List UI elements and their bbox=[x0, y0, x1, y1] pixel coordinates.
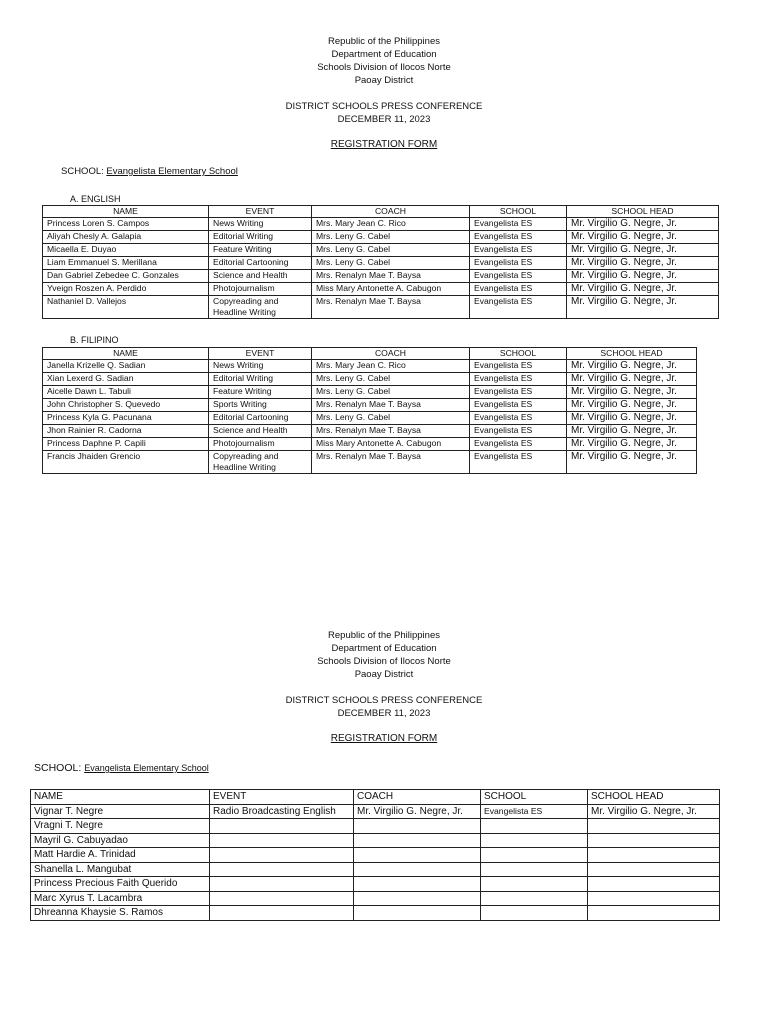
coach-cell bbox=[354, 819, 481, 834]
school-head-cell: Mr. Virgilio G. Negre, Jr. bbox=[567, 218, 719, 231]
column-header: EVENT bbox=[209, 206, 312, 218]
header-line: Schools Division of Ilocos Norte bbox=[317, 656, 451, 667]
school-head-cell bbox=[588, 877, 720, 892]
event-cell bbox=[210, 891, 354, 906]
table-row bbox=[43, 373, 697, 386]
name-cell: Liam Emmanuel S. Merillana bbox=[43, 257, 209, 270]
table-row bbox=[31, 804, 720, 819]
event-cell: Copyreading and Headline Writing bbox=[209, 296, 312, 319]
school-head-cell bbox=[588, 906, 720, 921]
event-cell bbox=[210, 848, 354, 863]
table-row bbox=[43, 451, 697, 474]
school-head-cell bbox=[588, 891, 720, 906]
column-header: NAME bbox=[31, 790, 210, 805]
event-cell: Science and Health bbox=[209, 425, 312, 438]
school-head-cell: Mr. Virgilio G. Negre, Jr. bbox=[567, 386, 697, 399]
school-head-cell: Mr. Virgilio G. Negre, Jr. bbox=[567, 296, 719, 319]
header-line: Republic of the Philippines bbox=[328, 36, 440, 47]
page2-school-line bbox=[34, 762, 209, 774]
page1-agency-header bbox=[0, 35, 768, 87]
school-head-cell: Mr. Virgilio G. Negre, Jr. bbox=[567, 231, 719, 244]
coach-cell: Miss Mary Antonette A. Cabugon bbox=[312, 438, 470, 451]
name-cell: Nathaniel D. Vallejos bbox=[43, 296, 209, 319]
event-cell bbox=[210, 906, 354, 921]
name-cell: Matt Hardie A. Trinidad bbox=[31, 848, 210, 863]
page2-form-title: REGISTRATION FORM bbox=[330, 733, 438, 744]
name-cell: Princess Loren S. Campos bbox=[43, 218, 209, 231]
school-cell bbox=[481, 848, 588, 863]
school-label: SCHOOL: bbox=[34, 762, 82, 774]
school-head-cell: Mr. Virgilio G. Negre, Jr. bbox=[567, 373, 697, 386]
coach-cell bbox=[354, 877, 481, 892]
column-header: COACH bbox=[354, 790, 481, 805]
coach-cell: Mrs. Leny G. Cabel bbox=[312, 244, 470, 257]
school-head-cell bbox=[588, 848, 720, 863]
event-cell: Photojournalism bbox=[209, 283, 312, 296]
school-name: Evangelista Elementary School bbox=[84, 763, 209, 773]
section-b-label: B. FILIPINO bbox=[70, 335, 119, 345]
conference-title: DISTRICT SCHOOLS PRESS CONFERENCE bbox=[285, 695, 483, 706]
coach-cell: Mrs. Renalyn Mae T. Baysa bbox=[312, 399, 470, 412]
school-cell: Evangelista ES bbox=[470, 425, 567, 438]
coach-cell: Mrs. Mary Jean C. Rico bbox=[312, 360, 470, 373]
coach-cell: Miss Mary Antonette A. Cabugon bbox=[312, 283, 470, 296]
table-row bbox=[43, 231, 719, 244]
table-header-row bbox=[43, 206, 719, 218]
school-cell: Evangelista ES bbox=[470, 412, 567, 425]
table-row bbox=[43, 283, 719, 296]
name-cell: Princess Precious Faith Querido bbox=[31, 877, 210, 892]
school-cell bbox=[481, 819, 588, 834]
coach-cell: Mrs. Leny G. Cabel bbox=[312, 386, 470, 399]
school-head-cell bbox=[588, 833, 720, 848]
coach-cell: Mrs. Renalyn Mae T. Baysa bbox=[312, 451, 470, 474]
school-cell: Evangelista ES bbox=[470, 296, 567, 319]
page1-school-line bbox=[61, 166, 238, 177]
school-head-cell bbox=[588, 862, 720, 877]
table-row bbox=[31, 819, 720, 834]
event-cell: Science and Health bbox=[209, 270, 312, 283]
column-header: SCHOOL bbox=[470, 206, 567, 218]
school-head-cell: Mr. Virgilio G. Negre, Jr. bbox=[567, 270, 719, 283]
coach-cell bbox=[354, 906, 481, 921]
coach-cell: Mrs. Renalyn Mae T. Baysa bbox=[312, 425, 470, 438]
column-header: EVENT bbox=[209, 348, 312, 360]
table-row bbox=[31, 848, 720, 863]
event-cell bbox=[210, 819, 354, 834]
coach-cell: Mrs. Leny G. Cabel bbox=[312, 257, 470, 270]
registration-table bbox=[30, 789, 720, 921]
school-label: SCHOOL: bbox=[61, 166, 104, 177]
table-header-row bbox=[43, 348, 697, 360]
column-header: SCHOOL HEAD bbox=[588, 790, 720, 805]
school-cell: Evangelista ES bbox=[470, 438, 567, 451]
filipino-table bbox=[42, 347, 697, 474]
name-cell: Xian Lexerd G. Sadian bbox=[43, 373, 209, 386]
coach-cell bbox=[354, 862, 481, 877]
school-cell: Evangelista ES bbox=[470, 244, 567, 257]
table-row bbox=[43, 244, 719, 257]
name-cell: Aicelle Dawn L. Tabuli bbox=[43, 386, 209, 399]
school-cell: Evangelista ES bbox=[470, 283, 567, 296]
school-head-cell: Mr. Virgilio G. Negre, Jr. bbox=[567, 412, 697, 425]
event-cell: Copyreading and Headline Writing bbox=[209, 451, 312, 474]
conference-date: DECEMBER 11, 2023 bbox=[337, 114, 431, 125]
table-row bbox=[31, 891, 720, 906]
event-cell: News Writing bbox=[209, 218, 312, 231]
school-cell bbox=[481, 877, 588, 892]
name-cell: Shanella L. Mangubat bbox=[31, 862, 210, 877]
school-name: Evangelista Elementary School bbox=[106, 166, 238, 177]
table-row bbox=[43, 386, 697, 399]
name-cell: Dan Gabriel Zebedee C. Gonzales bbox=[43, 270, 209, 283]
school-cell: Evangelista ES bbox=[470, 231, 567, 244]
school-head-cell: Mr. Virgilio G. Negre, Jr. bbox=[567, 451, 697, 474]
table-row bbox=[31, 833, 720, 848]
event-cell bbox=[210, 877, 354, 892]
name-cell: Vignar T. Negre bbox=[31, 804, 210, 819]
column-header: EVENT bbox=[210, 790, 354, 805]
school-cell bbox=[481, 906, 588, 921]
school-head-cell: Mr. Virgilio G. Negre, Jr. bbox=[567, 438, 697, 451]
school-cell: Evangelista ES bbox=[470, 270, 567, 283]
coach-cell: Mrs. Leny G. Cabel bbox=[312, 373, 470, 386]
column-header: COACH bbox=[312, 348, 470, 360]
name-cell: Micaella E. Duyao bbox=[43, 244, 209, 257]
page2-event-header bbox=[0, 694, 768, 720]
school-head-cell: Mr. Virgilio G. Negre, Jr. bbox=[588, 804, 720, 819]
name-cell: Aliyah Chesly A. Galapia bbox=[43, 231, 209, 244]
name-cell: Dhreanna Khaysie S. Ramos bbox=[31, 906, 210, 921]
conference-date: DECEMBER 11, 2023 bbox=[337, 708, 431, 719]
school-cell bbox=[481, 891, 588, 906]
table-row bbox=[31, 877, 720, 892]
school-cell: Evangelista ES bbox=[470, 218, 567, 231]
school-cell: Evangelista ES bbox=[470, 373, 567, 386]
school-cell: Evangelista ES bbox=[470, 257, 567, 270]
school-head-cell bbox=[588, 819, 720, 834]
coach-cell: Mrs. Renalyn Mae T. Baysa bbox=[312, 296, 470, 319]
name-cell: Vragni T. Negre bbox=[31, 819, 210, 834]
header-line: Department of Education bbox=[331, 49, 437, 60]
header-line: Republic of the Philippines bbox=[328, 630, 440, 641]
table-row bbox=[43, 399, 697, 412]
table-row bbox=[43, 270, 719, 283]
school-cell: Evangelista ES bbox=[481, 804, 588, 819]
event-cell: Radio Broadcasting English bbox=[210, 804, 354, 819]
coach-cell: Mrs. Leny G. Cabel bbox=[312, 231, 470, 244]
page1-event-header bbox=[0, 100, 768, 126]
event-cell: Editorial Cartooning bbox=[209, 257, 312, 270]
event-cell: Photojournalism bbox=[209, 438, 312, 451]
table-row bbox=[31, 906, 720, 921]
table-row bbox=[43, 296, 719, 319]
table-row bbox=[43, 438, 697, 451]
header-line: Schools Division of Ilocos Norte bbox=[317, 62, 451, 73]
event-cell: News Writing bbox=[209, 360, 312, 373]
school-head-cell: Mr. Virgilio G. Negre, Jr. bbox=[567, 244, 719, 257]
table-row bbox=[31, 862, 720, 877]
conference-title: DISTRICT SCHOOLS PRESS CONFERENCE bbox=[285, 101, 483, 112]
event-cell bbox=[210, 862, 354, 877]
header-line: Department of Education bbox=[331, 643, 437, 654]
english-table bbox=[42, 205, 719, 319]
name-cell: Jhon Rainier R. Cadorna bbox=[43, 425, 209, 438]
coach-cell: Mrs. Leny G. Cabel bbox=[312, 412, 470, 425]
school-cell: Evangelista ES bbox=[470, 386, 567, 399]
table-row bbox=[43, 425, 697, 438]
event-cell bbox=[210, 833, 354, 848]
column-header: SCHOOL bbox=[470, 348, 567, 360]
school-head-cell: Mr. Virgilio G. Negre, Jr. bbox=[567, 425, 697, 438]
coach-cell bbox=[354, 891, 481, 906]
page1-form-title: REGISTRATION FORM bbox=[330, 139, 438, 150]
column-header: NAME bbox=[43, 348, 209, 360]
name-cell: Marc Xyrus T. Lacambra bbox=[31, 891, 210, 906]
column-header: SCHOOL HEAD bbox=[567, 206, 719, 218]
event-cell: Editorial Writing bbox=[209, 373, 312, 386]
section-a-label: A. ENGLISH bbox=[70, 194, 121, 204]
coach-cell: Mrs. Mary Jean C. Rico bbox=[312, 218, 470, 231]
school-cell bbox=[481, 862, 588, 877]
name-cell: Mayril G. Cabuyadao bbox=[31, 833, 210, 848]
name-cell: Janella Krizelle Q. Sadian bbox=[43, 360, 209, 373]
school-head-cell: Mr. Virgilio G. Negre, Jr. bbox=[567, 283, 719, 296]
school-head-cell: Mr. Virgilio G. Negre, Jr. bbox=[567, 399, 697, 412]
table-row bbox=[43, 360, 697, 373]
coach-cell: Mrs. Renalyn Mae T. Baysa bbox=[312, 270, 470, 283]
coach-cell bbox=[354, 833, 481, 848]
school-cell: Evangelista ES bbox=[470, 360, 567, 373]
table-row bbox=[43, 412, 697, 425]
name-cell: Princess Daphne P. Capili bbox=[43, 438, 209, 451]
school-cell: Evangelista ES bbox=[470, 451, 567, 474]
school-cell: Evangelista ES bbox=[470, 399, 567, 412]
name-cell: Princess Kyla G. Pacunana bbox=[43, 412, 209, 425]
header-line: Paoay District bbox=[354, 669, 414, 680]
column-header: SCHOOL HEAD bbox=[567, 348, 697, 360]
table-header-row bbox=[31, 790, 720, 805]
column-header: COACH bbox=[312, 206, 470, 218]
event-cell: Feature Writing bbox=[209, 386, 312, 399]
column-header: NAME bbox=[43, 206, 209, 218]
name-cell: Yveign Roszen A. Perdido bbox=[43, 283, 209, 296]
school-cell bbox=[481, 833, 588, 848]
page2-agency-header bbox=[0, 629, 768, 681]
school-head-cell: Mr. Virgilio G. Negre, Jr. bbox=[567, 257, 719, 270]
event-cell: Feature Writing bbox=[209, 244, 312, 257]
table-row bbox=[43, 218, 719, 231]
event-cell: Editorial Writing bbox=[209, 231, 312, 244]
event-cell: Sports Writing bbox=[209, 399, 312, 412]
column-header: SCHOOL bbox=[481, 790, 588, 805]
event-cell: Editorial Cartooning bbox=[209, 412, 312, 425]
coach-cell bbox=[354, 848, 481, 863]
name-cell: John Christopher S. Quevedo bbox=[43, 399, 209, 412]
table-row bbox=[43, 257, 719, 270]
coach-cell: Mr. Virgilio G. Negre, Jr. bbox=[354, 804, 481, 819]
name-cell: Francis Jhaiden Grencio bbox=[43, 451, 209, 474]
school-head-cell: Mr. Virgilio G. Negre, Jr. bbox=[567, 360, 697, 373]
header-line: Paoay District bbox=[354, 75, 414, 86]
